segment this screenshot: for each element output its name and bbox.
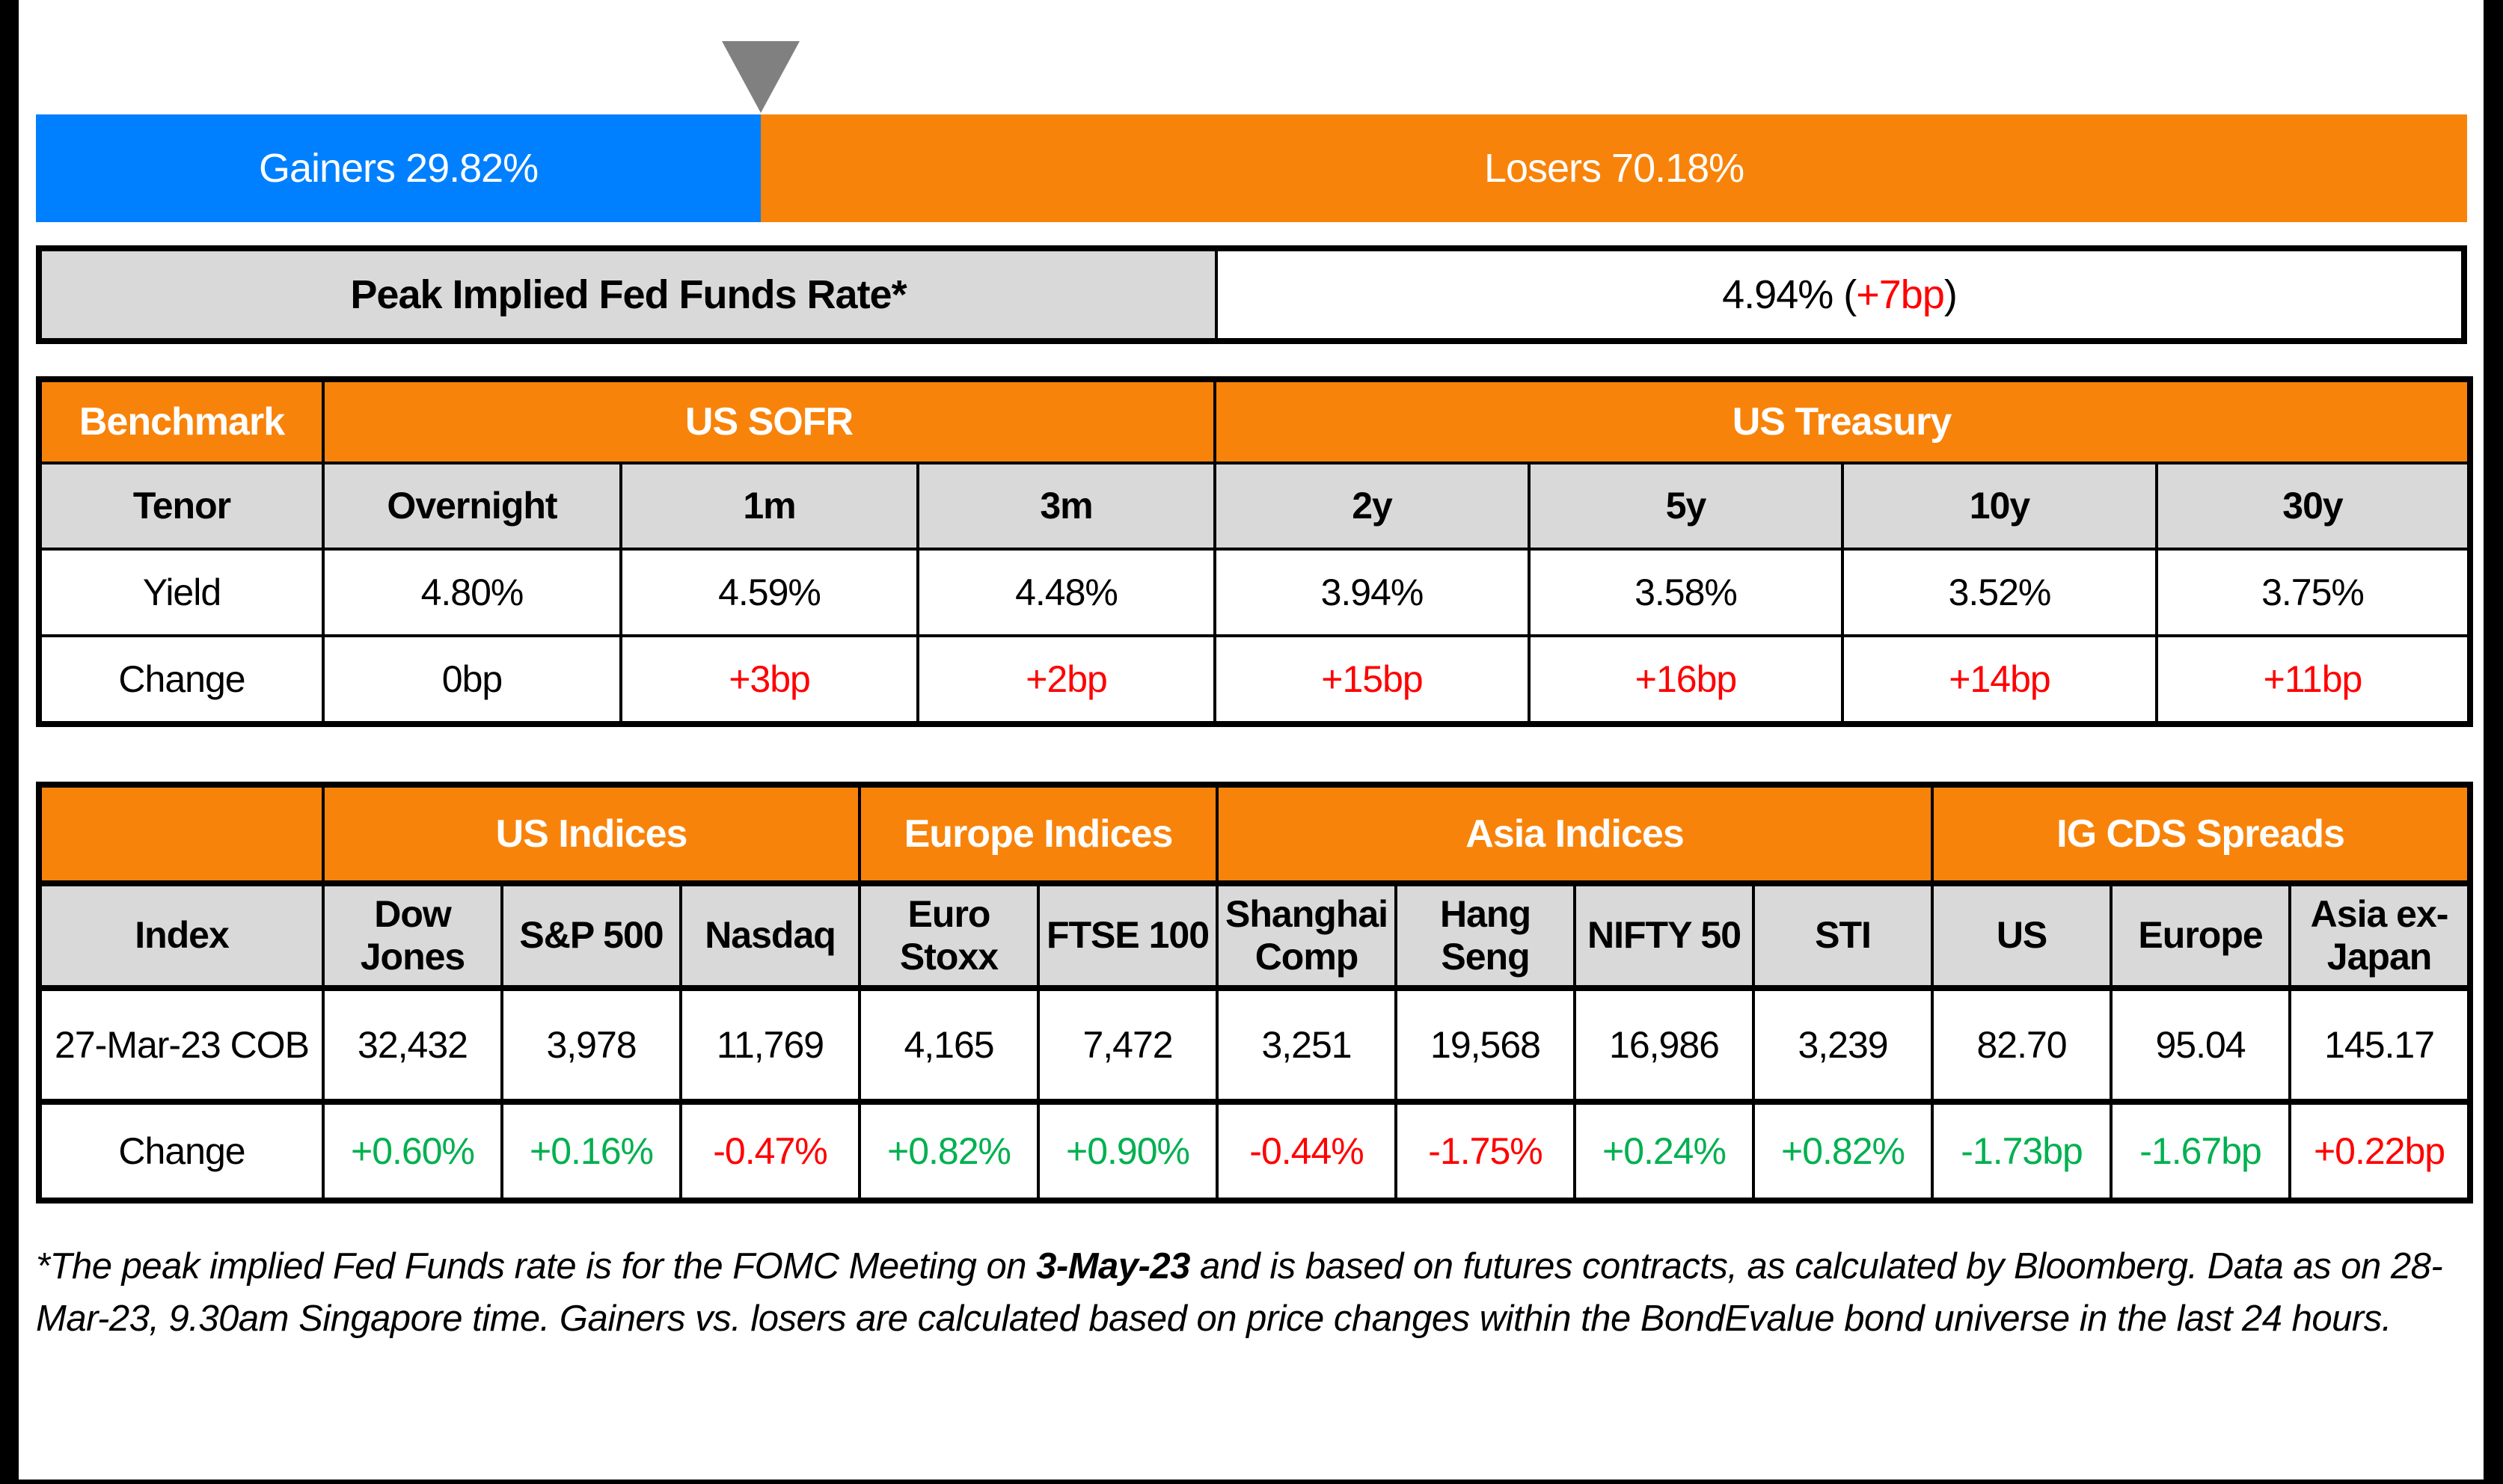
yield-cell: 3.75% [2157, 549, 2470, 636]
index-column-header: US [1932, 883, 2111, 988]
index-column-header: Dow Jones [323, 883, 502, 988]
peak-fed-funds-value [1218, 251, 2461, 338]
index-change-cell: +0.82% [1753, 1102, 1932, 1201]
index-value-cell: 16,986 [1575, 988, 1753, 1102]
index-value-cell: 3,251 [1217, 988, 1396, 1102]
index-column-header: Shanghai Comp [1217, 883, 1396, 988]
tenor-cell: 10y [1842, 463, 2157, 549]
footnote-part1: *The peak implied Fed Funds rate is for the FOMC Meeting on [36, 1246, 1037, 1287]
index-change-cell: -0.47% [681, 1102, 860, 1201]
screenshot-bottom-border [0, 1480, 2503, 1484]
index-value-cell: 4,165 [860, 988, 1038, 1102]
index-value-cell: 11,769 [681, 988, 860, 1102]
index-column-header: S&P 500 [502, 883, 681, 988]
indices-table [36, 782, 2473, 1204]
index-column-header: Asia ex-Japan [2290, 883, 2470, 988]
losers-label: Losers 70.18% [1483, 146, 1744, 191]
index-value-cell: 3,978 [502, 988, 681, 1102]
change-cell: 0bp [323, 636, 621, 724]
index-change-cell: +0.90% [1038, 1102, 1217, 1201]
index-column-header: Euro Stoxx [860, 883, 1038, 988]
tenor-cell: 3m [918, 463, 1215, 549]
index-change-cell: +0.24% [1575, 1102, 1753, 1201]
yield-cell: 4.48% [918, 549, 1215, 636]
index-column-header: FTSE 100 [1038, 883, 1217, 988]
index-value-cell: 19,568 [1396, 988, 1575, 1102]
benchmark-corner-cell: Benchmark [39, 379, 323, 463]
index-value-cell: 7,472 [1038, 988, 1217, 1102]
gainers-bar [36, 114, 761, 222]
index-change-cell: -1.67bp [2111, 1102, 2290, 1201]
group-header-europe-indices: Europe Indices [860, 785, 1217, 883]
index-change-cell: +0.16% [502, 1102, 681, 1201]
footnote-part2: and is based on futures contracts, as calculated by Bloomberg. Data as on 28-Mar-23, 9.30am Singapore time. Gainers vs. losers are calculated based on price changes within the BondEvalue bond universe in the last 24 hours. [36, 1246, 2443, 1339]
tenor-cell: 1m [621, 463, 918, 549]
index-column-header: NIFTY 50 [1575, 883, 1753, 988]
gainers-label: Gainers 29.82% [258, 146, 539, 191]
tenor-cell: 5y [1529, 463, 1842, 549]
index-value-cell: 3,239 [1753, 988, 1932, 1102]
marker-area [36, 0, 2467, 114]
indices-change-row-label: Change [39, 1102, 323, 1201]
index-change-cell: +0.22bp [2290, 1102, 2470, 1201]
footnote-fomc-date: 3-May-23 [1036, 1246, 1190, 1287]
index-value-cell: 145.17 [2290, 988, 2470, 1102]
group-header-us-sofr: US SOFR [323, 379, 1215, 463]
group-header-us-indices: US Indices [323, 785, 860, 883]
paren-open: ( [1843, 272, 1857, 317]
index-column-header: Nasdaq [681, 883, 860, 988]
index-row-label: Index [39, 883, 323, 988]
yield-cell: 3.52% [1842, 549, 2157, 636]
index-column-header: STI [1753, 883, 1932, 988]
change-cell: +16bp [1529, 636, 1842, 724]
dashboard [36, 0, 2467, 1345]
peak-rate-value: 4.94% [1722, 272, 1833, 317]
change-row-label: Change [39, 636, 323, 724]
group-header-ig-cds-spreads: IG CDS Spreads [1932, 785, 2470, 883]
index-change-cell: +0.60% [323, 1102, 502, 1201]
tenor-cell: Overnight [323, 463, 621, 549]
peak-fed-funds-label: Peak Implied Fed Funds Rate* [42, 251, 1218, 338]
change-cell: +11bp [2157, 636, 2470, 724]
index-value-cell: 32,432 [323, 988, 502, 1102]
tenor-row-label: Tenor [39, 463, 323, 549]
group-header-us-treasury: US Treasury [1215, 379, 2470, 463]
index-value-cell: 82.70 [1932, 988, 2111, 1102]
yield-cell: 3.94% [1215, 549, 1529, 636]
index-change-cell: -1.73bp [1932, 1102, 2111, 1201]
change-cell: +3bp [621, 636, 918, 724]
peak-rate-change: +7bp [1856, 272, 1944, 317]
tenor-cell: 30y [2157, 463, 2470, 549]
index-change-cell: -1.75% [1396, 1102, 1575, 1201]
paren-close: ) [1943, 272, 1957, 317]
screenshot-right-border [2484, 0, 2503, 1484]
date-row-label: 27-Mar-23 COB [39, 988, 323, 1102]
index-column-header: Hang Seng [1396, 883, 1575, 988]
peak-fed-funds-row [36, 245, 2467, 344]
yield-cell: 4.59% [621, 549, 918, 636]
tenor-cell: 2y [1215, 463, 1529, 549]
footnote [36, 1241, 2467, 1345]
change-cell: +14bp [1842, 636, 2157, 724]
change-cell: +2bp [918, 636, 1215, 724]
gainers-losers-bar [36, 114, 2467, 222]
yield-row-label: Yield [39, 549, 323, 636]
index-change-cell: -0.44% [1217, 1102, 1396, 1201]
change-cell: +15bp [1215, 636, 1529, 724]
benchmark-table [36, 376, 2473, 727]
yield-cell: 3.58% [1529, 549, 1842, 636]
yield-cell: 4.80% [323, 549, 621, 636]
index-value-cell: 95.04 [2111, 988, 2290, 1102]
indices-corner-cell [39, 785, 323, 883]
index-column-header: Europe [2111, 883, 2290, 988]
position-marker-icon [722, 41, 800, 113]
losers-bar [761, 114, 2467, 222]
index-change-cell: +0.82% [860, 1102, 1038, 1201]
screenshot-left-border [0, 0, 19, 1484]
group-header-asia-indices: Asia Indices [1217, 785, 1932, 883]
